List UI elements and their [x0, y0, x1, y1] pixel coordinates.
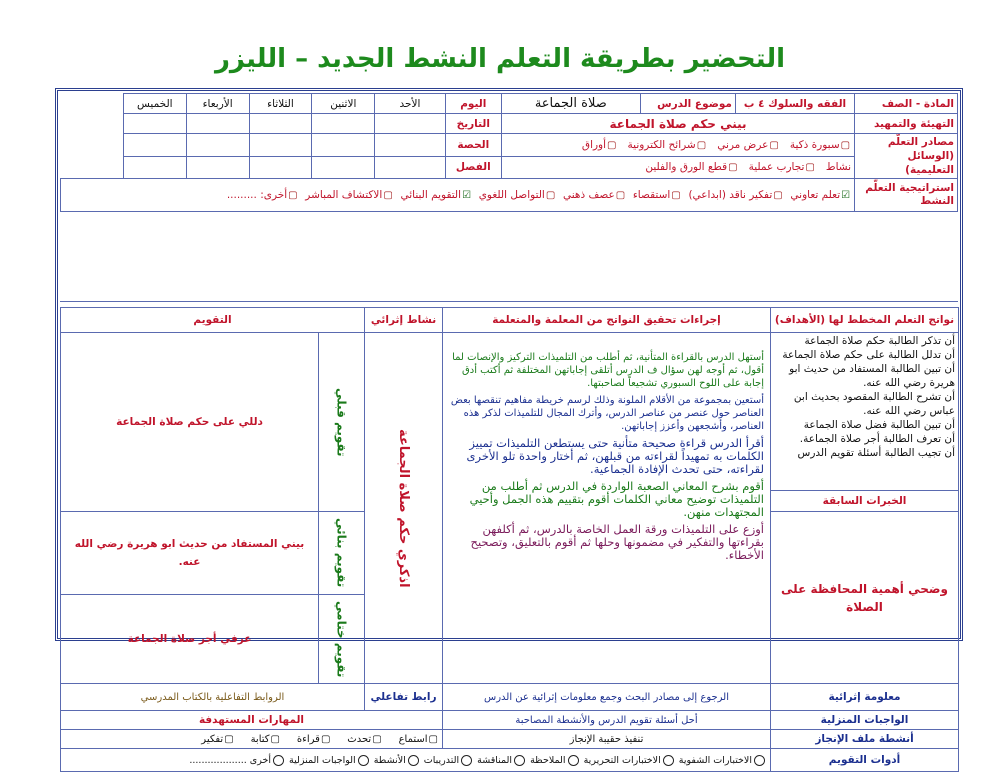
enrich-label: معلومة إثرائية: [771, 684, 959, 711]
tool-exercises: التدريبات: [423, 754, 460, 766]
res-paper-cork: قطع الورق والفلين: [645, 161, 728, 174]
strategy-brainstorm: عصف ذهني: [563, 189, 615, 201]
procedure-step: أقوم بشرح المعاني الصعبة الواردة في الدرس ثم أطلب من التلميذات توضيح معاني الكلمات أقوم بتقييم هذه الجمل وأحيي المجتهدات منهن.: [469, 479, 764, 519]
enrich-value: الرجوع إلى مصادر البحث وجمع معلومات إثرائية عن الدرس: [443, 684, 771, 711]
homework-value: أحل أسئلة تقويم الدرس والأنشطة المصاحبة: [443, 711, 771, 730]
day-wed: الأربعاء: [186, 94, 249, 114]
skill-reading: قراءة: [296, 733, 320, 745]
procedures-header: إجراءات تحقيق النواتج من المعلمة والمتعلمة: [443, 308, 771, 333]
tool-observation: الملاحظة: [530, 754, 566, 766]
outcome-item: أن تبين الطالبة فضل صلاة الجماعة: [803, 419, 955, 431]
eval-type-final: تقويم ختامي: [319, 595, 365, 684]
period-label: الحصة: [445, 134, 501, 157]
prior-label: الخبرات السابقة: [771, 491, 959, 512]
strategies-row: ☑تعلم تعاوني ▢تفكير ناقد (ابداعي) ▢استقصاء ▢عصف ذهني ▢التواصل اللغوي ☑التقويم البنائي ▢الاكتشاف المباشر ▢أخرى: .........: [61, 179, 855, 212]
outcome-item: أن تجيب الطالبة أسئلة تقويم الدرس: [797, 447, 955, 459]
topic-value: صلاة الجماعة: [501, 94, 640, 114]
outcome-item: أن تعرف الطالبة أجر صلاة الجماعة.: [799, 433, 955, 445]
activity-value: اذكري حكم صلاة الجماعة: [396, 428, 411, 588]
strategy-label: استراتيجية التعلّم النشط: [855, 179, 958, 212]
prior-value: وضحي أهمية المحافظة على الصلاة: [771, 512, 959, 684]
res-experiments: تجارب عملية: [748, 161, 805, 174]
eval-final-value: عرفي أجر صلاة الجماعة: [61, 595, 319, 684]
page-title: التحضير بطريقة التعلم النشط الجديد – الليزر: [214, 44, 786, 74]
tool-written: الاختبارات التحريرية: [583, 754, 661, 766]
day-tue: الثلاثاء: [249, 94, 312, 114]
outcome-item: أن تدلل الطالبة على حكم صلاة الجماعة: [782, 349, 955, 361]
procedure-step: أوزع على التلميذات ورقة العمل الخاصة بالدرس، ثم أكلفهن بقراءتها والتفكير في مضمونها وحلها ثم أقوم بالتعليق، وتصحيح الأخطاء.: [470, 522, 764, 562]
outcomes-cell: [771, 333, 959, 491]
procedure-step: أستعين بمجموعة من الأقلام الملونة وذلك لرسم خريطة مفاهيم تنقصها بعض العناصر حول عنصر من عناصر الدرس، وأترك المجال للتلميذات لذكر هذه العناصر، وأشجعهن وأعزز إجاباتهن.: [450, 395, 764, 432]
activity-cell: [365, 333, 443, 684]
resources-row2: نشاط ▢تجارب عملية ▢قطع الورق والفلين: [501, 156, 854, 179]
outcomes-header: نواتج التعلم المخطط لها (الأهداف): [771, 308, 959, 333]
lesson-plan-frame: [55, 88, 963, 766]
link-value: الروابط التفاعلية بالكتاب المدرسي: [61, 684, 365, 711]
day-sun: الأحد: [375, 94, 445, 114]
procedures-cell: [443, 333, 771, 684]
outcome-item: أن تذكر الطالبة حكم صلاة الجماعة: [804, 335, 955, 347]
skills-label: المهارات المستهدفة: [61, 711, 443, 730]
resources-label: مصادر التعلّم (الوسائل التعليمية): [855, 134, 958, 179]
subject-value: الفقه والسلوك ٤ ب: [735, 94, 854, 114]
date-label: التاريخ: [445, 114, 501, 134]
day-mon: الاثنين: [312, 94, 375, 114]
tools-row: [61, 749, 771, 772]
outcome-item: أن تشرح الطالبة المقصود بحديث ابن عباس رضي الله عنه.: [793, 391, 955, 417]
strategy-critical: تفكير ناقد (ابداعي): [688, 189, 773, 201]
intro-value: بيني حكم صلاة الجماعة: [501, 114, 854, 134]
main-table: [60, 307, 959, 772]
tool-discussion: المناقشة: [477, 754, 513, 766]
topic-label: موضوع الدرس: [640, 94, 735, 114]
day-label: اليوم: [445, 94, 501, 114]
link-label: رابط تفاعلي: [365, 684, 443, 711]
section-divider: [60, 301, 958, 302]
info-table: [60, 93, 958, 212]
tool-homework: الواجبات المنزلية: [289, 754, 356, 766]
res-flexible-display: عرض مرني: [717, 138, 769, 151]
skill-thinking: تفكير: [201, 733, 224, 745]
skill-speaking: تحدث: [347, 733, 372, 745]
skills-row: ▢استماع ▢تحدث ▢قراءة ▢كتابة ▢تفكير: [61, 730, 443, 749]
activity-header: نشاط إثرائي: [365, 308, 443, 333]
class-label: الفصل: [445, 156, 501, 179]
skill-listening: استماع: [398, 733, 428, 745]
procedure-step: أستهل الدرس بالقراءة المتأنية، ثم أطلب من التلميذات التركيز والإنصات لما أقول، ثم أوجه لهن سؤال ف الدرس أتلقى إجاباتهن المختلفة ثم أكتب أدق إجابة على اللوح السبوري تشجيعاً لصاحبتها.: [452, 352, 764, 389]
procedure-step: أقرأ الدرس قراءة صحيحة متأنية حتى يستطعن التلميذات تمييز الكلمات به تمهيداً لقراءته من قبلهن، ثم أختار واحدة تلو الأخرى لقراءته، حتى تحدث الإفادة الجماعية.: [466, 436, 764, 476]
resources-row1: ▢سبورة ذكية ▢عرض مرني ▢شرائح الكترونية ▢أوراق: [501, 134, 854, 157]
portfolio-label: أنشطة ملف الإنجاز: [771, 730, 959, 749]
eval-formative-value: بيني المستفاد من حديث ابو هريرة رضي الله عنه.: [61, 512, 319, 595]
res-smartboard: سبورة ذكية: [789, 138, 840, 151]
skill-writing: كتابة: [250, 733, 270, 745]
outcome-item: أن تبين الطالبة المستفاد من حديث ابو هريرة رضي الله عنه.: [789, 363, 955, 389]
res-papers: أوراق: [581, 138, 607, 151]
strategy-inquiry: استقصاء: [632, 189, 671, 201]
res-activity: نشاط: [825, 161, 852, 174]
day-thu: الخميس: [123, 94, 186, 114]
strategy-formative: التقويم البنائي: [400, 189, 462, 201]
eval-type-pre: تقويم قبلي: [319, 333, 365, 512]
portfolio-value: تنفيذ حقيبة الإنجاز: [443, 730, 771, 749]
strategy-other: أخرى: .........: [226, 189, 288, 201]
tool-activities: الأنشطة: [373, 754, 406, 766]
homework-label: الواجبات المنزلية: [771, 711, 959, 730]
strategy-coop: تعلم تعاوني: [790, 189, 841, 201]
eval-type-formative: تقويم بنائي: [319, 512, 365, 595]
eval-pre-value: دللي على حكم صلاة الجماعة: [61, 333, 319, 512]
strategy-communication: التواصل اللغوي: [478, 189, 545, 201]
subject-label: المادة - الصف: [855, 94, 958, 114]
intro-label: التهيئة والتمهيد: [855, 114, 958, 134]
evaluation-header: التقويم: [61, 308, 365, 333]
strategy-discovery: الاكتشاف المباشر: [305, 189, 383, 201]
tool-other: أخرى ...................: [189, 754, 271, 766]
tools-label: أدوات التقويم: [771, 749, 959, 772]
res-slides: شرائح الكترونية: [627, 138, 696, 151]
tool-oral: الاختبارات الشفوية: [678, 754, 752, 766]
